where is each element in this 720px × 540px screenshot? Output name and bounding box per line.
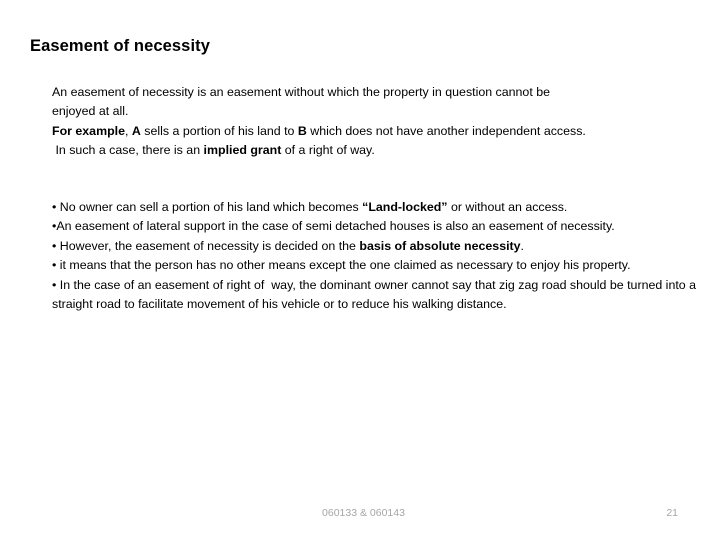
list-item <box>52 237 700 256</box>
bullet-1-head: • No owner can sell a portion of his land which becomes <box>52 200 363 214</box>
absolute-necessity-label: basis of absolute necessity <box>359 238 521 253</box>
footer-note: 060133 & 060143 <box>322 507 405 519</box>
bullet-1-tail: or without an access. <box>447 200 568 214</box>
intro-line-4-head: In such a case, there is an <box>52 143 204 158</box>
intro-paragraph <box>52 83 700 161</box>
list-item <box>52 217 700 236</box>
intro-line-2 <box>52 102 700 121</box>
intro-line-3 <box>52 122 700 141</box>
intro-line-1 <box>52 83 700 102</box>
list-item <box>52 198 700 217</box>
party-a-label: A <box>131 123 141 138</box>
list-item <box>52 276 700 315</box>
intro-line-3-sep: , <box>125 123 132 138</box>
intro-line-4 <box>52 141 700 160</box>
intro-line-2-text: enjoyed at all. <box>52 104 129 119</box>
intro-line-4-tail: of a right of way. <box>281 143 375 158</box>
party-b-label: B <box>297 123 307 138</box>
bullet-4-text: • it means that the person has no other means except the one claimed as necessary to enjoy his property. <box>52 258 631 273</box>
footer-page-number: 21 <box>666 507 678 519</box>
intro-line-3-tail: which does not have another independent access. <box>306 123 586 138</box>
intro-line-3-mid: sells a portion of his land to <box>140 123 298 138</box>
bullet-3-head: • However, the easement of necessity is decided on the <box>52 238 360 253</box>
bullet-2-text: •An easement of lateral support in the case of semi detached houses is also an easement of necessity. <box>52 219 615 234</box>
list-item <box>52 256 700 275</box>
bullet-3-tail: . <box>520 238 524 253</box>
for-example-label: For example <box>52 123 125 138</box>
land-locked-label: “Land-locked” <box>362 200 448 214</box>
intro-line-1-text: An easement of necessity is an easement without which the property in question cannot be <box>52 85 550 99</box>
bullet-5-text: • In the case of an easement of right of way, the dominant owner cannot say that zig zag road should be turned into a straight road to facilitate movement of his vehicle or to reduce his walking distance. <box>52 277 700 312</box>
bullet-list <box>52 198 700 314</box>
page-title: Easement of necessity <box>30 37 211 55</box>
implied-grant-label: implied grant <box>203 143 282 158</box>
